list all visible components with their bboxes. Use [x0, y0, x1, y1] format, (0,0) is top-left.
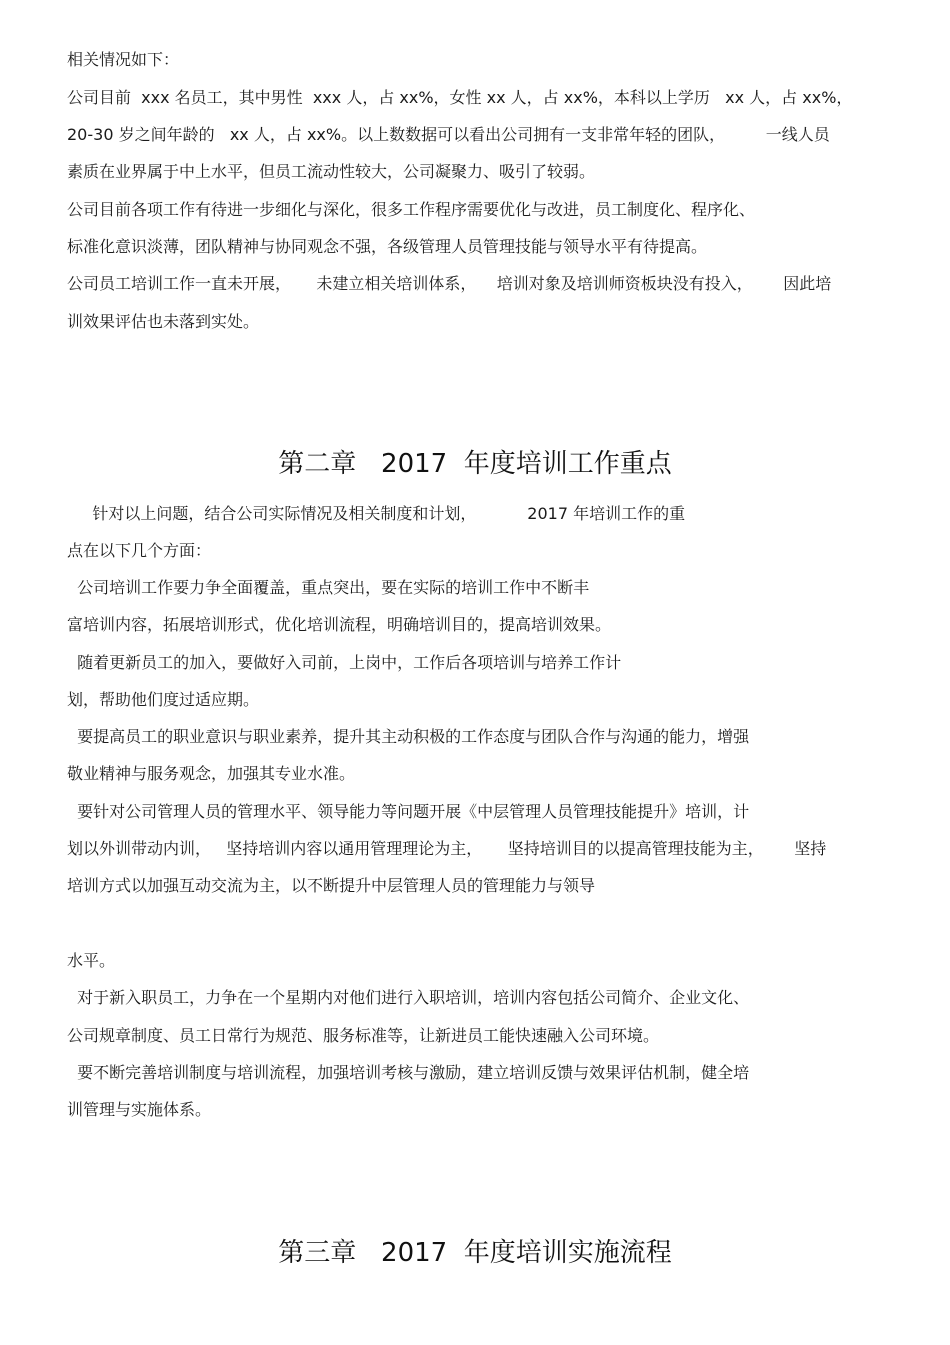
paragraph-line: 要针对公司管理人员的管理水平、领导能力等问题开展《中层管理人员管理技能提升》培训，计 — [67, 802, 750, 821]
paragraph-line: 点在以下几个方面： — [67, 541, 212, 560]
paragraph-line: 随着更新员工的加入，要做好入司前，上岗中，工作后各项培训与培养工作计 — [67, 653, 622, 672]
paragraph-line: 划，帮助他们度过适应期。 — [67, 690, 260, 709]
paragraph-line: 标准化意识淡薄，团队精神与协同观念不强，各级管理人员管理技能与领导水平有待提高。 — [67, 237, 708, 256]
paragraph-line: 公司规章制度、员工日常行为规范、服务标准等，让新进员工能快速融入公司环境。 — [67, 1026, 660, 1045]
paragraph-line: 富培训内容，拓展培训形式，优化培训流程，明确培训目的，提高培训效果。 — [67, 615, 612, 634]
chapter-2-heading: 第二章 2017 年度培训工作重点 — [278, 449, 672, 479]
paragraph-line: 20-30 岁之间年龄的 xx 人，占 xx%。以上数数据可以看出公司拥有一支非常年轻的团队， 一线人员 — [67, 125, 830, 144]
paragraph-line: 要不断完善培训制度与培训流程，加强培训考核与激励，建立培训反馈与效果评估机制，健全培 — [67, 1063, 750, 1082]
paragraph-line: 素质在业界属于中上水平，但员工流动性较大，公司凝聚力、吸引了较弱。 — [67, 162, 596, 181]
paragraph-line: 水平。 — [67, 951, 116, 970]
paragraph-line: 公司目前各项工作有待进一步细化与深化，很多工作程序需要优化与改进，员工制度化、程序化、 — [67, 200, 756, 219]
paragraph-line: 对于新入职员工，力争在一个星期内对他们进行入职培训，培训内容包括公司简介、企业文化、 — [67, 988, 750, 1007]
paragraph-line: 训效果评估也未落到实处。 — [67, 312, 260, 331]
paragraph-line: 敬业精神与服务观念，加强其专业水准。 — [67, 764, 356, 783]
paragraph-line: 培训方式以加强互动交流为主，以不断提升中层管理人员的管理能力与领导 — [67, 876, 596, 895]
intro-label: 相关情况如下： — [67, 50, 180, 69]
paragraph-line: 公司培训工作要力争全面覆盖，重点突出，要在实际的培训工作中不断丰 — [67, 578, 590, 597]
paragraph-line: 要提高员工的职业意识与职业素养，提升其主动积极的工作态度与团队合作与沟通的能力，增强 — [67, 727, 750, 746]
paragraph-line: 训管理与实施体系。 — [67, 1100, 212, 1119]
paragraph-line: 公司目前 xxx 名员工，其中男性 xxx 人，占 xx%，女性 xx 人，占 xx%，本科以上学历 xx 人，占 xx%， — [67, 88, 853, 107]
paragraph-line: 划以外训带动内训， 坚持培训内容以通用管理理论为主， 坚持培训目的以提高管理技能为主， 坚持 — [67, 839, 827, 858]
paragraph-line: 公司员工培训工作一直未开展， 未建立相关培训体系， 培训对象及培训师资板块没有投入， 因此培 — [67, 274, 832, 293]
paragraph-line: 针对以上问题，结合公司实际情况及相关制度和计划， 2017 年培训工作的重 — [67, 504, 686, 523]
chapter-3-heading: 第三章 2017 年度培训实施流程 — [278, 1238, 672, 1268]
